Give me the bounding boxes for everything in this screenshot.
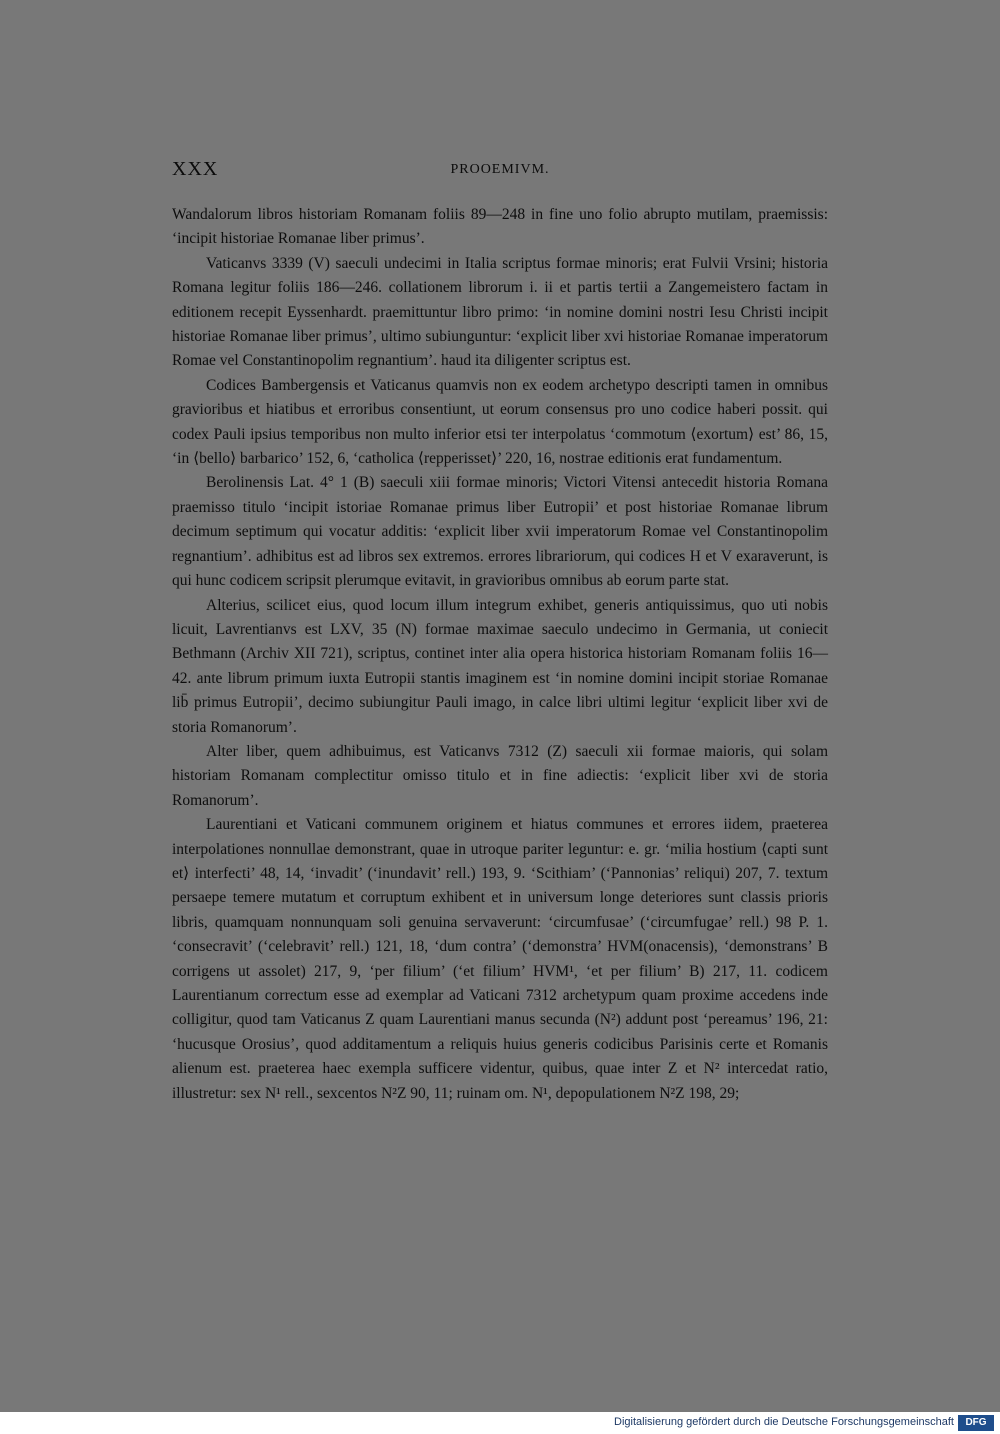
dfg-logo: DFG xyxy=(958,1415,994,1431)
footer-bar xyxy=(0,1412,1000,1434)
body-text xyxy=(172,203,828,1106)
paragraph-6: Alter liber, quem adhibuimus, est Vaticanvs 7312 (Z) saeculi xii formae maioris, qui solam historiam Romanam complectitur omisso titulo et in fine adiectis: ‘explicit liber xvi de storia Romanorum’. xyxy=(172,742,828,809)
funding-credit: Digitalisierung gefördert durch die Deutsche Forschungsgemeinschaft xyxy=(614,1416,954,1428)
paragraph-7: Laurentiani et Vaticani communem originem et hiatus communes et errores iidem, praeterea interpolationes nonnullae demonstrant, quae in utroque pariter leguntur: e. gr. ‘milia hostium ⟨capti sunt et⟩ interfecti’ 48, 14, ‘invadit’ (‘inundavit’ rell.) 193, 9. ‘Scithiam’ (‘Pannonias’ reliqui) 207, 7. textum persaepe temere mutatum et corruptum exhibent et in universum longe deteriores sunt classis prioris libris, quamquam nonnunquam soli genuina servaverunt: ‘circumfusae’ (‘circumfugae’ rell.) 98 P. 1. ‘consecravit’ (‘celebravit’ rell.) 121, 18, ‘dum contra’ (‘demonstra’ HVM(onacensis), ‘demonstrans’ B corrigens ut assolet) 217, 9, ‘per filium’ (‘et filium’ HVM¹, ‘et per filium’ B) 217, 11. codicem Laurentianum correctum esse ad exemplar ad Vaticani 7312 archetypum quam proxime accedens inde colligitur, quod tam Vaticanus Z quam Laurentiani manus secunda (N²) addunt post ‘pereamus’ 196, 21: ‘hucusque Orosius’, quod additamentum a reliquis huius generis codicibus Parisinis certe et Romanis alienum est. praeterea haec exempla sufficere videntur, quibus, quae inter Z et N² intercedat ratio, illustretur: sex N¹ rell., sexcentos N²Z 90, 11; ruinam om. N¹, depopulationem N²Z 198, 29; xyxy=(172,816,828,1102)
running-head: PROOEMIVM. xyxy=(450,162,550,177)
paragraph-5: Alterius, scilicet eius, quod locum illum integrum exhibet, generis antiquissimus, quo uti nobis licuit, Lavrentianvs est LXV, 35 (N) formae maximae saeculo undecimo in Germania, ut coniecit Bethmann (Archiv XII 721), scriptus, continet inter alia opera historica historiam Romanam foliis 16—42. ante librum primum iuxta Eutropii stantis imaginem est ‘in nomine domini incipit storiae Romanae lib̄ primus Eutropii’, decimo subiungitur Pauli imago, in calce libri ultimi legitur ‘explicit liber xvi de storia Romanorum’. xyxy=(172,596,828,736)
paragraph-4: Berolinensis Lat. 4° 1 (B) saeculi xiii formae minoris; Victori Vitensi antecedit historia Romana praemisso titulo ‘incipit istoriae Romanae primus liber Eutropii’ et post historiae Romanae librum decimum septimum qui vocatur additis: ‘explicit liber xvii imperatorum Romae vel Constantinopolim regnantium’. adhibitus est ad libros sex extremos. errores librariorum, qui codices H et V exaraverunt, is qui hunc codicem scripsit plerumque evitavit, in gravioribus omnibus ab eorum parte stat. xyxy=(172,474,828,590)
paragraph-1: Wandalorum libros historiam Romanam foliis 89—248 in fine uno folio abrupto mutilam, praemissis: ‘incipit historiae Romanae liber primus’. xyxy=(172,206,828,248)
paragraph-2: Vaticanvs 3339 (V) saeculi undecimi in Italia scriptus formae minoris; erat Fulvii Vrsini; historia Romana legitur foliis 186—246. collationem librorum i. ii et partis tertii a Zangemeistero factam in editionem recepit Eyssenhardt. praemittuntur libro primo: ‘in nomine domini nostri Iesu Christi incipit historiae Romanae liber primus’, ultimo subiunguntur: ‘explicit liber xvi historiae Romanae imperatorum Romae vel Constantinopolim regnantium’. haud ita diligenter scriptus est. xyxy=(172,254,828,370)
paragraph-3: Codices Bambergensis et Vaticanus quamvis non ex eodem archetypo descripti tamen in omnibus gravioribus et hiatibus et erroribus consentiunt, ut eorum consensus pro uno codice haberi possit. qui codex Pauli ipsius temporibus non multo inferior etsi ter interpolatus ‘commotum ⟨exortum⟩ est’ 86, 15, ‘in ⟨bello⟩ barbarico’ 152, 6, ‘catholica ⟨repperisset⟩’ 220, 16, nostrae editionis erat fundamentum. xyxy=(172,376,828,468)
page-header xyxy=(172,158,828,184)
page-number: XXX xyxy=(172,158,219,180)
